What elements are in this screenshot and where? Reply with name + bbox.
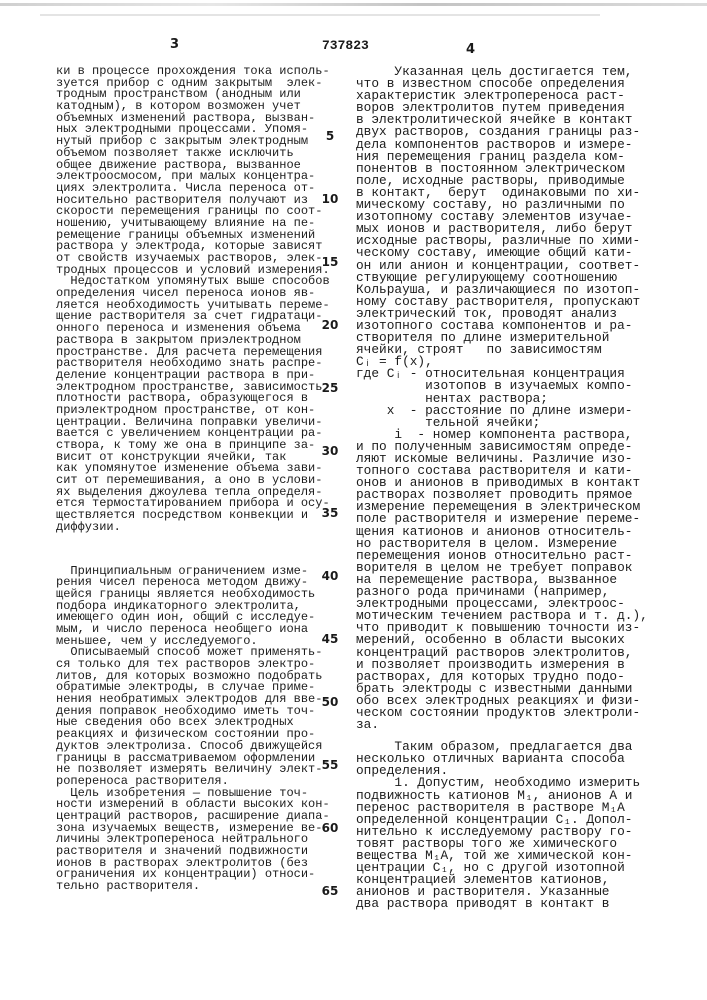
text-line: висит от конструкции ячейки, так [56,452,330,464]
text-line: подвижность катионов M₁, анионов A и [356,790,648,802]
text-line: Кольрауша, и различающиеся по изотоп- [356,284,648,296]
text-line: ному составу растворителя, пропускают [356,296,648,308]
text-line: в контакт, берут одинаковыми по хи- [356,187,648,199]
text-line: поле, исходные растворы, приводимые [356,175,648,187]
text-line: измерение перемещения в электрическом [356,501,648,513]
text-line: анионов и растворителя. Указанные [356,886,648,898]
text-line: электродном пространстве, зависимость [56,382,330,394]
text-line: ется термостатированием прибора и осу- [56,498,330,510]
text-line: щейся границы является необходимость [56,589,330,601]
text-line: нения необратимых электродов для вве- [56,694,330,706]
text-line: Недостатком упомянутых выше способов [56,276,330,288]
text-line: створителя по длине измерительной [356,332,648,344]
text-line: растворителя и значений подвижности [56,846,330,858]
text-line: центрации C₁, но с другой изотопной [356,862,648,874]
text-line: дела компонентов растворов и измере- [356,139,648,151]
text-line: катодным), в котором возможен учет [56,101,330,113]
text-line: границы в рассматриваемом оформлении [56,753,330,765]
text-line: он или анион и концентрации, соответ- [356,260,648,272]
text-line: зона изучаемых веществ, измерение ве- [56,823,330,835]
text-line: дуктов электролиза. Способ движущейся [56,741,330,753]
text-line: 1. Допустим, необходимо измерить [356,777,648,789]
text-line: тельно растворителя. [56,881,330,893]
text-line: электрический ток, проводят анализ [356,308,648,320]
text-line: топного состава растворителя и кати- [356,465,648,477]
text-line: пространстве. Для расчета перемещения [56,347,330,359]
text-line: ношению, учитывающему влияние на пе- [56,218,330,230]
text-line: деление концентрации раствора в при- [56,370,330,382]
line-number: 20 [318,318,342,332]
text-line: щения катионов и анионов относитель- [356,526,648,538]
text-line: рения чисел переноса методом движу- [56,577,330,589]
text-line: мерений, особенно в области высоких [356,634,648,646]
text-line: Цель изобретения — повышение точ- [56,788,330,800]
text-line: Описываемый способ может применять- [56,647,330,659]
text-line: но растворителя в целом. Измерение [356,538,648,550]
text-line: изотопов в изучаемых компо- [356,380,648,392]
text-line: как упомянутое изменение объема зави- [56,463,330,475]
text-line: в электролитической ячейке в контакт [356,114,648,126]
text-line: концентрацией элементов катионов, [356,874,648,886]
text-line: сит от перемешивания, а оно в услови- [56,475,330,487]
text-line: створа, к тому же она в принципе за- [56,440,330,452]
text-line: мых ионов и растворителя, либо берут [356,223,648,235]
text-line: плотности раствора, образующегося в [56,393,330,405]
text-line: x - расстояние по длине измери- [356,405,648,417]
text-line: приэлектродном пространстве, от кон- [56,405,330,417]
text-line: центраций растворов, расширение диапа- [56,811,330,823]
patent-number: 737823 [322,38,369,53]
text-line: зуется прибор с одним закрытым элек- [56,78,330,90]
text-line: определенной концентрации C₁. Допол- [356,814,648,826]
text-line: подбора индикаторного электролита, [56,601,330,613]
text-line: объемных изменений раствора, вызван- [56,113,330,125]
text-line: циях электролита. Числа переноса от- [56,183,330,195]
text-line: ные сведения обо всех электродных [56,717,330,729]
text-line: Cᵢ = f(x), [356,356,648,368]
text-line: не позволяет измерять величину элект- [56,764,330,776]
text-line: ния перемещения границ раздела ком- [356,151,648,163]
text-line: поле растворителя и измерение переме- [356,513,648,525]
text-line: перенос растворителя в растворе M₁A [356,802,648,814]
text-line: ропереноса растворителя. [56,776,330,788]
text-line: что в известном способе определения [356,78,648,90]
scan-artifact [0,3,707,6]
left-text-column [56,66,330,893]
text-line: меньшее, чем у исследуемого. [56,636,330,648]
text-line: исходные растворы, различные по хими- [356,235,648,247]
text-line: обо всех электродных реакциях и физи- [356,695,648,707]
text-line: тродным пространством (анодным или [56,89,330,101]
text-line: ческом состоянии продуктов электроли- [356,707,648,719]
text-line: где Cᵢ - относительная концентрация [356,368,648,380]
text-line: центрации. Величина поправки увеличи- [56,417,330,429]
text-line: ся только для тех растворов электро- [56,659,330,671]
right-text-column [356,66,648,910]
text-line: ности измерений в области высоких кон- [56,799,330,811]
text-line: имеющего один ион, общий с исследуе- [56,612,330,624]
line-number: 35 [318,506,342,520]
text-line: брать электроды с известными данными [356,683,648,695]
line-number: 55 [318,758,342,772]
paragraph-gap [56,534,330,566]
line-number: 30 [318,444,342,458]
text-line: электроосмосом, при малых концентра- [56,171,330,183]
text-line: ных электродными процессами. Упомя- [56,124,330,136]
line-number: 45 [318,632,342,646]
text-line: растворителя необходимо знать распре- [56,358,330,370]
text-line: тродных процессов и условий измерения. [56,265,330,277]
text-line: ческому составу, имеющие общий кати- [356,247,648,259]
text-line: и позволяет производить измерения в [356,659,648,671]
text-line: мическому составу, но различными по [356,199,648,211]
text-line: личины электропереноса нейтрального [56,834,330,846]
text-line: за. [356,719,648,731]
text-line: несколько отличных варианта способа [356,753,648,765]
line-number: 10 [318,192,342,206]
text-line: нентах раствора; [356,393,648,405]
text-line: носительно растворителя получают из [56,195,330,207]
text-line: Указанная цель достигается тем, [356,66,648,78]
text-line: изотопного состава компонентов и ра- [356,320,648,332]
text-line: ячейки, строят по зависимостям [356,344,648,356]
text-line: концентраций растворов электролитов, [356,647,648,659]
text-line: ствующие регулирующему соотношению [356,272,648,284]
text-line: щение растворителя за счет гидратаци- [56,311,330,323]
text-line: i - номер компонента раствора, [356,429,648,441]
text-line: растворах, для которых трудно подо- [356,671,648,683]
text-line: от свойств изучаемых растворов, элек- [56,253,330,265]
page-number-right: 4 [466,42,475,57]
text-line: ществляется посредством конвекции и [56,510,330,522]
text-line: изотопному составу элементов изучае- [356,211,648,223]
text-line: реакциях и физическом состоянии про- [56,729,330,741]
line-number: 40 [318,569,342,583]
text-line: вещества M₁A, той же химической кон- [356,850,648,862]
text-line: обратимые электроды, в случае приме- [56,682,330,694]
text-line: товят растворы того же химического [356,838,648,850]
text-line: объемом позволяет также исключить [56,148,330,160]
page-number-left: 3 [170,37,179,52]
text-line: вается с увеличением концентрации ра- [56,428,330,440]
text-line: онного переноса и изменения объема [56,323,330,335]
text-line: разного рода причинами (например, [356,586,648,598]
text-line: мым, и число переноса необщего иона [56,624,330,636]
text-line: электродными процессами, электроос- [356,598,648,610]
text-line: Принципиальным ограничением изме- [56,566,330,578]
text-line: ремещение границы объемных изменений [56,230,330,242]
line-number: 60 [318,821,342,835]
text-line: перемещения ионов относительно раст- [356,550,648,562]
text-line: нительно к исследуемому раствору го- [356,826,648,838]
text-line: скорости перемещения границы по соот- [56,206,330,218]
text-line: ляют искомые величины. Различие изо- [356,453,648,465]
text-line: определения чисел переноса ионов яв- [56,288,330,300]
text-line: растворах позволяет проводить прямое [356,489,648,501]
text-line: ляется необходимость учитывать переме- [56,300,330,312]
text-line: литов, для которых возможно подобрать [56,671,330,683]
text-line: воров электролитов путем приведения [356,102,648,114]
text-line: ионов в растворах электролитов (без [56,858,330,870]
text-line: ворителя в целом не требует поправок [356,562,648,574]
text-line: мотическим течением раствора и т. д.), [356,610,648,622]
scan-artifact [40,14,600,16]
text-line: диффузии. [56,522,330,534]
text-line: тельной ячейки; [356,417,648,429]
text-line: определения. [356,765,648,777]
text-line: ограничения их концентрации) относи- [56,869,330,881]
text-line: раствора у электрода, которые зависят [56,241,330,253]
text-line: нутый прибор с закрытым электродным [56,136,330,148]
text-line: что приводит к повышению точности из- [356,622,648,634]
text-line: ях выделения джоулева тепла определя- [56,487,330,499]
text-line: Таким образом, предлагается два [356,741,648,753]
text-line: понентов в постоянном электрическом [356,163,648,175]
line-number: 25 [318,381,342,395]
line-number: 65 [318,884,342,898]
text-line: онов и анионов в приводимых в контакт [356,477,648,489]
line-number: 15 [318,255,342,269]
text-line: два раствора приводят в контакт в [356,898,648,910]
line-number: 50 [318,695,342,709]
text-line: раствора в закрытом приэлектродном [56,335,330,347]
text-line: и по полученным зависимостям опреде- [356,441,648,453]
text-line: ки в процессе прохождения тока исполь- [56,66,330,78]
text-line: характеристик электропереноса раст- [356,90,648,102]
text-line: на перемещение раствора, вызванное [356,574,648,586]
text-line: общее движение раствора, вызванное [56,160,330,172]
line-number: 5 [318,129,342,143]
text-line: двух растворов, создания границы раз- [356,126,648,138]
text-line: дения поправок необходимо иметь точ- [56,706,330,718]
